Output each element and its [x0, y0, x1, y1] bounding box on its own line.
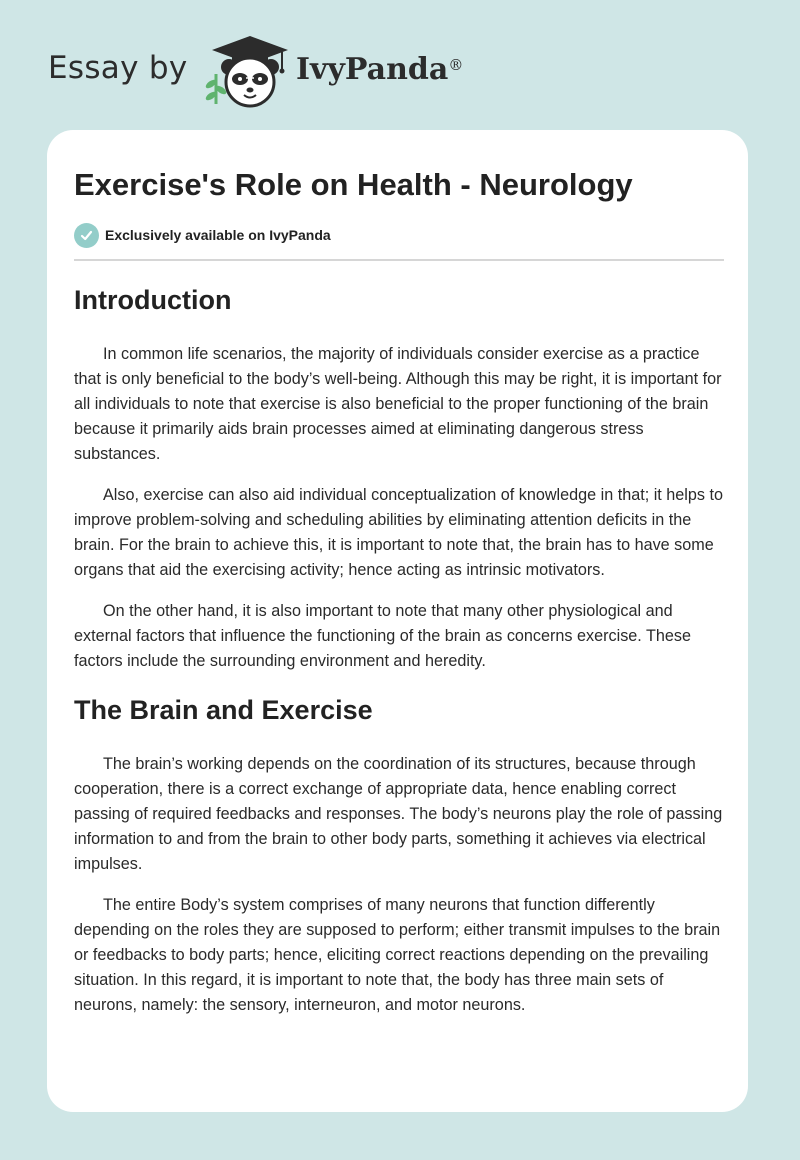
check-icon	[74, 223, 99, 248]
paragraph: Also, exercise can also aid individual conceptualization of knowledge in that; it helps to improve problem-solving and scheduling abilities by eliminating attention deficits in the brain. For the brain to achieve this, it is important to note that, the brain has to have some organs that aid the exercising activity; hence acting as intrinsic motivators.	[74, 486, 723, 579]
registered-mark: ®	[448, 56, 464, 74]
section-heading-brain-and-exercise: The Brain and Exercise	[74, 695, 373, 725]
essay-title: Exercise's Role on Health - Neurology	[74, 167, 633, 202]
paragraph: The entire Body’s system comprises of many neurons that function differently depending on the roles they are supposed to perform; either transmit impulses to the brain or feedbacks to body parts; hence, eliciting correct reactions depending on the prevailing situation. In this regard, it is important to note that, the body has three main sets of neurons, namely: the sensory, interneuron, and motor neurons.	[74, 896, 721, 1014]
essay-card	[47, 130, 748, 1112]
paragraph: The brain’s working depends on the coordination of its structures, because through cooperation, there is a correct exchange of appropriate data, hence enabling correct passing of required feedbacks and responses. The body’s neurons play the role of passing information to and from the brain to other body parts, something it achieves via electrical impulses.	[74, 755, 723, 873]
brand-prefix: Essay by	[48, 50, 188, 86]
essay-content	[74, 166, 724, 1018]
section-heading-introduction: Introduction	[74, 285, 232, 315]
title-divider	[74, 259, 724, 261]
paragraph: On the other hand, it is also important to note that many other physiological and external factors that influence the functioning of the brain as concerns exercise. These factors include the surrounding environment and heredity.	[74, 602, 691, 670]
paragraph: In common life scenarios, the majority of individuals consider exercise as a practice that is only beneficial to the body’s well-being. Although this may be right, it is important for all individuals to note that exercise is also beneficial to the proper functioning of the brain because it primarily aids brain processes aimed at eliminating dangerous stress substances.	[74, 345, 722, 463]
site-brand[interactable]	[48, 34, 508, 110]
exclusive-badge	[74, 222, 724, 248]
exclusive-label: Exclusively available on IvyPanda	[105, 227, 331, 243]
panda-mascot-icon	[202, 34, 298, 110]
brand-name: IvyPanda®	[296, 52, 464, 87]
